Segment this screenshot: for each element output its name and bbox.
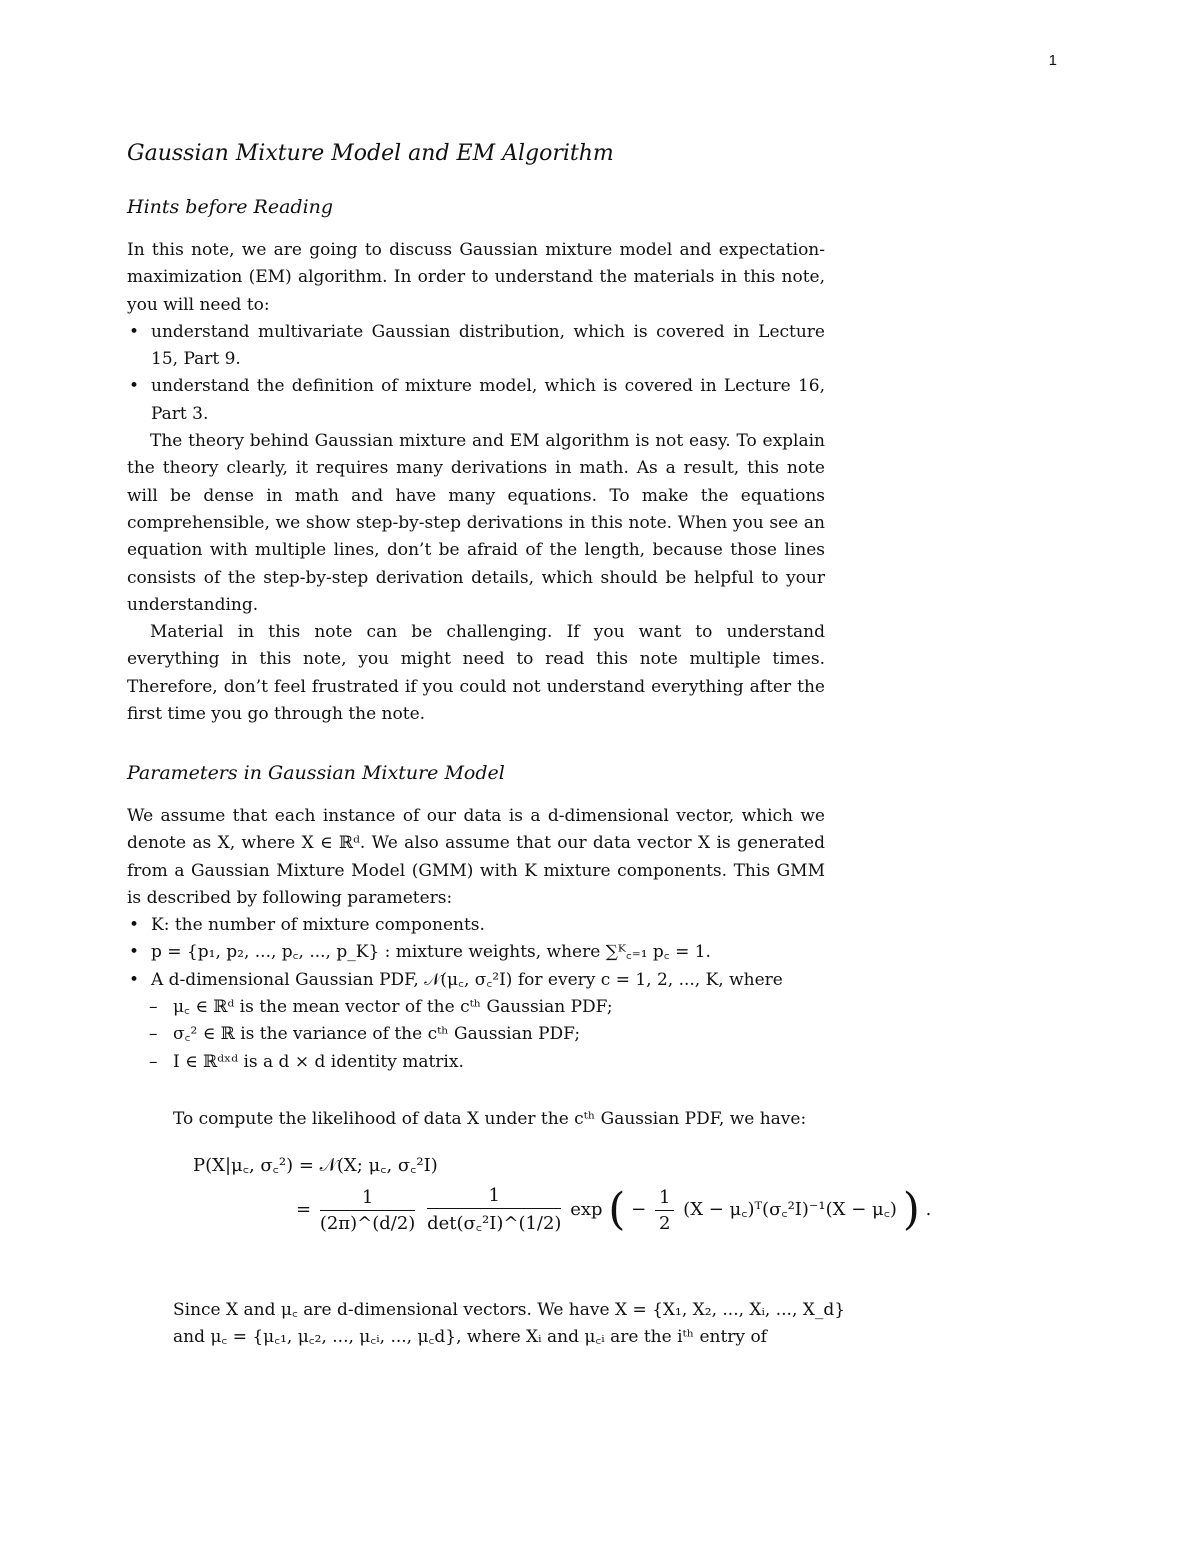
- likelihood-intro-text: To compute the likelihood of data X under the cᵗʰ Gaussian PDF, we have:: [173, 1109, 807, 1129]
- bullet-icon: •: [129, 376, 140, 397]
- list-item-text: A d-dimensional Gaussian PDF, 𝒩(μ꜀, σ꜀²I) for every c = 1, 2, ..., K, where: [151, 969, 783, 990]
- hints-paragraph: The theory behind Gaussian mixture and EM algorithm is not easy. To explain the theory clearly, it requires many derivations in math. As a result, this note will be dense in math and have many equations. To make the equations comprehensible, we show step-by-step derivations in this note. When you see an equation with multiple lines, don’t be afraid of the length, because those lines consists of the step-by-step derivation details, which should be helpful to your understanding.: [127, 431, 825, 615]
- list-item: [127, 912, 825, 939]
- bullet-icon: •: [129, 915, 140, 936]
- bullet-icon: •: [129, 942, 140, 963]
- bullet-icon: •: [129, 969, 140, 990]
- list-item: [127, 319, 825, 374]
- hints-body: [127, 237, 825, 728]
- dash-icon: –: [149, 1024, 158, 1045]
- list-item-text: understand multivariate Gaussian distribution, which is covered in Lecture 15, Part 9.: [151, 321, 825, 370]
- list-item-text: understand the definition of mixture model, which is covered in Lecture 16, Part 3.: [151, 376, 825, 424]
- hints-paragraph: Material in this note can be challenging. If you want to understand everything in this note, you might need to read this note multiple times. Therefore, don’t feel frustrated if you could not understand everything after the first time you go through the note.: [127, 622, 825, 725]
- sub-list-item: [127, 994, 825, 1021]
- dash-icon: –: [149, 997, 158, 1018]
- sub-list-item-text: I ∈ ℝᵈˣᵈ is a d × d identity matrix.: [173, 1051, 464, 1072]
- sub-list-item-text: μ꜀ ∈ ℝᵈ is the mean vector of the cᵗʰ Gaussian PDF;: [173, 997, 613, 1018]
- dash-icon: –: [149, 1051, 158, 1072]
- since-line: and μ꜀ = {μ꜀₁, μ꜀₂, ..., μ꜀ᵢ, ..., μ꜀d}, where Xᵢ and μ꜀ᵢ are the iᵗʰ entry of: [173, 1327, 767, 1348]
- sub-list-item: [127, 1021, 825, 1048]
- equation-line-1: P(X|μ꜀, σ꜀²) = 𝒩(X; μ꜀, σ꜀²I): [193, 1155, 438, 1176]
- sub-list-item-text: σ꜀² ∈ ℝ is the variance of the cᵗʰ Gaussian PDF;: [173, 1024, 581, 1045]
- list-item: [127, 939, 825, 966]
- sub-list-item: [127, 1049, 825, 1076]
- bullet-icon: •: [129, 321, 140, 342]
- equation-line-2: = $\frac{1}{(2\pi)\^{}(d/2)}$ $\frac{1}{\text{det(σ꜀²I)\textasciicircum{}(1/2)}}$ exp ( − $\frac{1}{2}$ (X − μ꜀)ᵀ(σ꜀²I)⁻¹(X − μ꜀) ) .: [296, 1184, 932, 1235]
- equation-fraction: $\frac{1}{\text{det(σ꜀²I)\textasciicircum{}(1/2)}}$: [427, 1185, 562, 1234]
- list-item: [127, 967, 825, 994]
- likelihood-intro: [173, 1106, 825, 1133]
- section-heading-parameters: Parameters in Gaussian Mixture Model: [127, 762, 505, 784]
- parameters-intro: We assume that each instance of our data is a d-dimensional vector, which we denote as X, where X ∈ ℝᵈ. We also assume that our data vector X is generated from a Gaussian Mixture Model (GMM) with K mixture components. This GMM is described by following parameters:: [127, 806, 825, 908]
- parameters-body: [127, 803, 825, 1076]
- list-item-text: p = {p₁, p₂, ..., p꜀, ..., p_K} : mixture weights, where ∑ᴷ꜀₌₁ p꜀ = 1.: [151, 942, 711, 963]
- list-item-text: K: the number of mixture components.: [151, 915, 485, 936]
- hints-intro: In this note, we are going to discuss Gaussian mixture model and expectation-maximization (EM) algorithm. In order to understand the materials in this note, you will need to:: [127, 240, 825, 315]
- since-paragraph: [173, 1297, 846, 1352]
- since-line: Since X and μ꜀ are d-dimensional vectors. We have X = {X₁, X₂, ..., Xᵢ, ..., X_d}: [173, 1300, 846, 1320]
- list-item: [127, 373, 825, 428]
- page-number: 1: [1048, 52, 1057, 69]
- document-title: Gaussian Mixture Model and EM Algorithm: [127, 141, 614, 166]
- section-heading-hints: Hints before Reading: [127, 196, 334, 218]
- equation-fraction: $\frac{1}{(2\pi)\^{}(d/2)}$: [319, 1186, 416, 1234]
